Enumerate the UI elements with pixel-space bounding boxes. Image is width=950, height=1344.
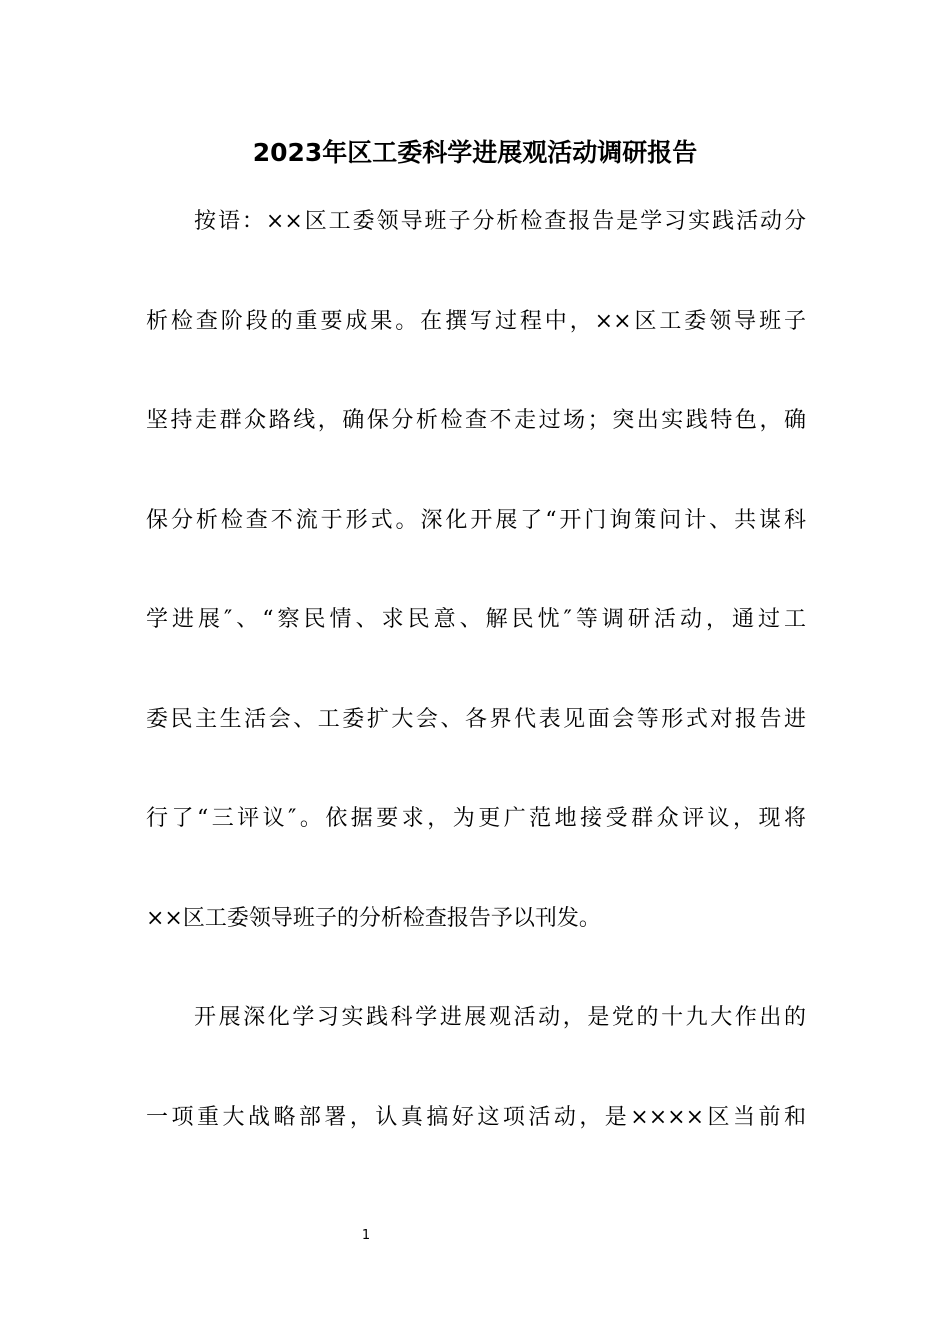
paragraph-line: 坚持走群众路线，确保分析检查不走过场；突出实践特色，确 — [146, 408, 806, 433]
paragraph-line: 学进展″、“察民情、求民意、解民忧″等调研活动，通过工 — [146, 607, 806, 632]
paragraph-line: 按语：××区工委领导班子分析检查报告是学习实践活动分 — [194, 209, 806, 234]
paragraph-line: 行了“三评议″。依据要求，为更广范地接受群众评议，现将 — [146, 806, 806, 831]
paragraph-line: 析检查阶段的重要成果。在撰写过程中，××区工委领导班子 — [146, 309, 806, 334]
paragraph-line: 保分析检查不流于形式。深化开展了“开门询策问计、共谋科 — [146, 508, 806, 533]
document-title: 2023年区工委科学进展观活动调研报告 — [252, 138, 698, 167]
paragraph-line: 委民主生活会、工委扩大会、各界代表见面会等形式对报告进 — [146, 707, 806, 732]
paragraph-line: ××区工委领导班子的分析检查报告予以刊发。 — [146, 906, 601, 931]
paragraph-line: 一项重大战略部署，认真搞好这项活动，是××××区当前和 — [146, 1105, 806, 1130]
page-number: 1 — [361, 1228, 371, 1243]
paragraph-line: 开展深化学习实践科学进展观活动，是党的十九大作出的 — [194, 1005, 806, 1030]
